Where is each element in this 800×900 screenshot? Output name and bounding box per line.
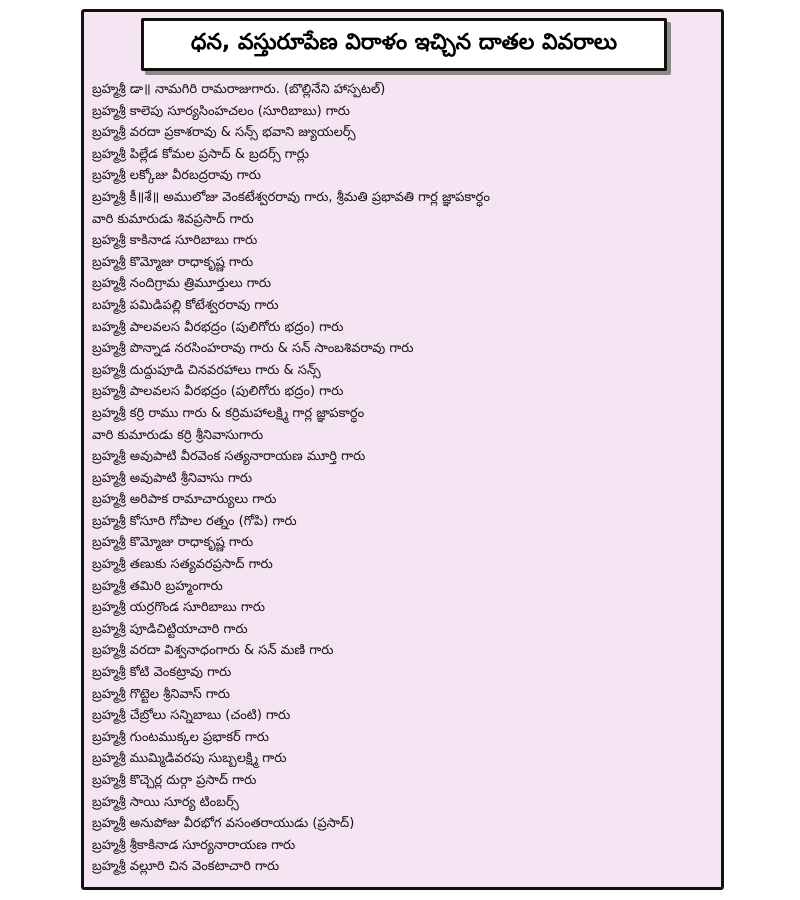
- donor-entry: బ్రహ్మశ్రీ అనుపోజు వీరభోగ వసంతరాయుడు (ప్రసాద్): [92, 816, 355, 832]
- donor-entry: బ్రహ్మశ్రీ అవుపాటి శ్రీనివాసు గారు: [92, 470, 253, 486]
- donor-entry: బ్రహ్మశ్రీ లక్కోజు వీరబద్రరావు గారు: [92, 168, 261, 184]
- donor-entry: బ్రహ్మశ్రీ దుద్దుపూడి చినవరహాలు గారు & సన్స్: [92, 362, 321, 378]
- donor-entry: బ్రహ్మశ్రీ గొట్టెల శ్రీనివాస్ గారు: [92, 686, 231, 702]
- donor-list: [92, 79, 490, 878]
- donor-entry: బ్రహ్మశ్రీ కాకినాడ సూరిబాబు గారు: [92, 233, 258, 249]
- donor-entry: బ్రహ్మశ్రీ కోసూరి గోపాల రత్నం (గోపి) గారు: [92, 513, 297, 529]
- donor-entry: బ్రహ్మశ్రీ గుంటముక్కల ప్రభాకర్ గారు: [92, 729, 270, 745]
- donor-entry: బ్రహ్మశ్రీ కోటి వెంకట్రావు గారు: [92, 665, 232, 681]
- donor-entry: బ్రహ్మశ్రీ అవుపాటి వీరవెంక సత్యనారాయణ మూర్తి గారు: [92, 449, 366, 465]
- donor-entry: బహ్మశ్రీ పాలవలస వీరభద్రం (పులిగోరు భద్రం) గారు: [92, 319, 344, 335]
- donor-entry: బ్రహ్మశ్రీ తమిరి బ్రహ్మంగారు: [92, 578, 223, 594]
- donor-entry: బ్రహ్మశ్రీ కొమ్మోజు రాధాకృష్ణ గారు: [92, 254, 254, 270]
- donor-list-page: [81, 9, 724, 890]
- donor-entry: బహ్మశ్రీ పమిడిపల్లి కోటేశ్వరరావు గారు: [92, 297, 279, 313]
- donor-entry: బ్రహ్మశ్రీ పిల్లేడ కోమల ప్రసాద్ & బ్రదర్స్ గార్లు: [92, 146, 309, 162]
- title-box: [141, 18, 667, 71]
- donor-entry: బ్రహ్మశ్రీ ముమ్మిడివరపు సుబ్బలక్ష్మి గారు: [92, 751, 287, 767]
- donor-entry: బ్రహ్మశ్రీ వల్లూరి చిన వెంకటాచారి గారు: [92, 859, 280, 875]
- donor-entry: బ్రహ్మశ్రీ తణుకు సత్యవరప్రసాద్ గారు: [92, 557, 273, 573]
- donor-entry: బ్రహ్మశ్రీ పాలవలస వీరభద్రం (పులిగోరు భద్రం) గారు: [92, 384, 344, 400]
- donor-entry: బ్రహ్మశ్రీ సాయి సూర్య టింబర్స్: [92, 794, 239, 810]
- donor-entry: బ్రహ్మశ్రీ కొచ్చెర్ల దుర్గా ప్రసాద్ గారు: [92, 773, 257, 788]
- donor-entry: బ్రహ్మశ్రీ కీ॥శే॥ అములోజు వెంకటేశ్వరరావు గారు, శ్రీమతి ప్రభావతి గార్ల జ్ఞాపకార్ధం: [92, 189, 490, 205]
- donor-entry: బ్రహ్మశ్రీ కర్రి రాము గారు & కర్రిమహాలక్ష్మి గార్ల జ్ఞాపకార్ధం: [92, 405, 365, 421]
- donor-entry: బ్రహ్మశ్రీ వరదా విశ్వనాధంగారు & సన్ మణి గారు: [92, 643, 334, 659]
- donor-entry: బ్రహ్మశ్రీ పూడిచిట్టియాచారి గారు: [92, 621, 248, 637]
- donor-entry: బ్రహ్మశ్రీ డా॥ నామగిరి రామరాజుగారు. (బొల్లినేని హాస్పటల్): [92, 82, 386, 97]
- donor-entry: బ్రహ్మశ్రీ శ్రీకాకినాడ సూర్యనారాయణ గారు: [92, 837, 296, 853]
- donor-entry: బ్రహ్మశ్రీ యర్రగొండ సూరిబాబు గారు: [92, 600, 266, 616]
- donor-entry: బ్రహ్మశ్రీ వరదా ప్రకాశరావు & సన్స్ భవాని జ్యుయలర్స్: [92, 125, 356, 141]
- donor-entry: బ్రహ్మశ్రీ అరిపాక రామాచార్యులు గారు: [92, 492, 277, 508]
- donor-entry: వారి కుమారుడు శివప్రసాద్ గారు: [92, 211, 254, 227]
- donor-entry: బ్రహ్మశ్రీ పొన్నాడ నరసింహరావు గారు & సన్ సాంబశివరావు గారు: [92, 341, 414, 357]
- donor-entry: బ్రహ్మశ్రీ చేబ్రోలు సన్నిబాబు (చంటి) గారు: [92, 708, 291, 724]
- page-title: ధన, వస్తురూపేణ విరాళం ఇచ్చిన దాతల వివరాలు: [190, 29, 618, 55]
- donor-entry: బ్రహ్మశ్రీ నందిగ్రామ త్రిమూర్తులు గారు: [92, 276, 271, 292]
- donor-entry: బ్రహ్మశ్రీ కాలెపు సూర్యసింహచలం (సూరిబాబు) గారు: [92, 103, 350, 119]
- donor-entry: వారి కుమారుడు కర్రి శ్రీనివాసుగారు: [92, 427, 264, 443]
- donor-entry: బ్రహ్మశ్రీ కొమ్మోజు రాధాకృష్ణ గారు: [92, 535, 254, 551]
